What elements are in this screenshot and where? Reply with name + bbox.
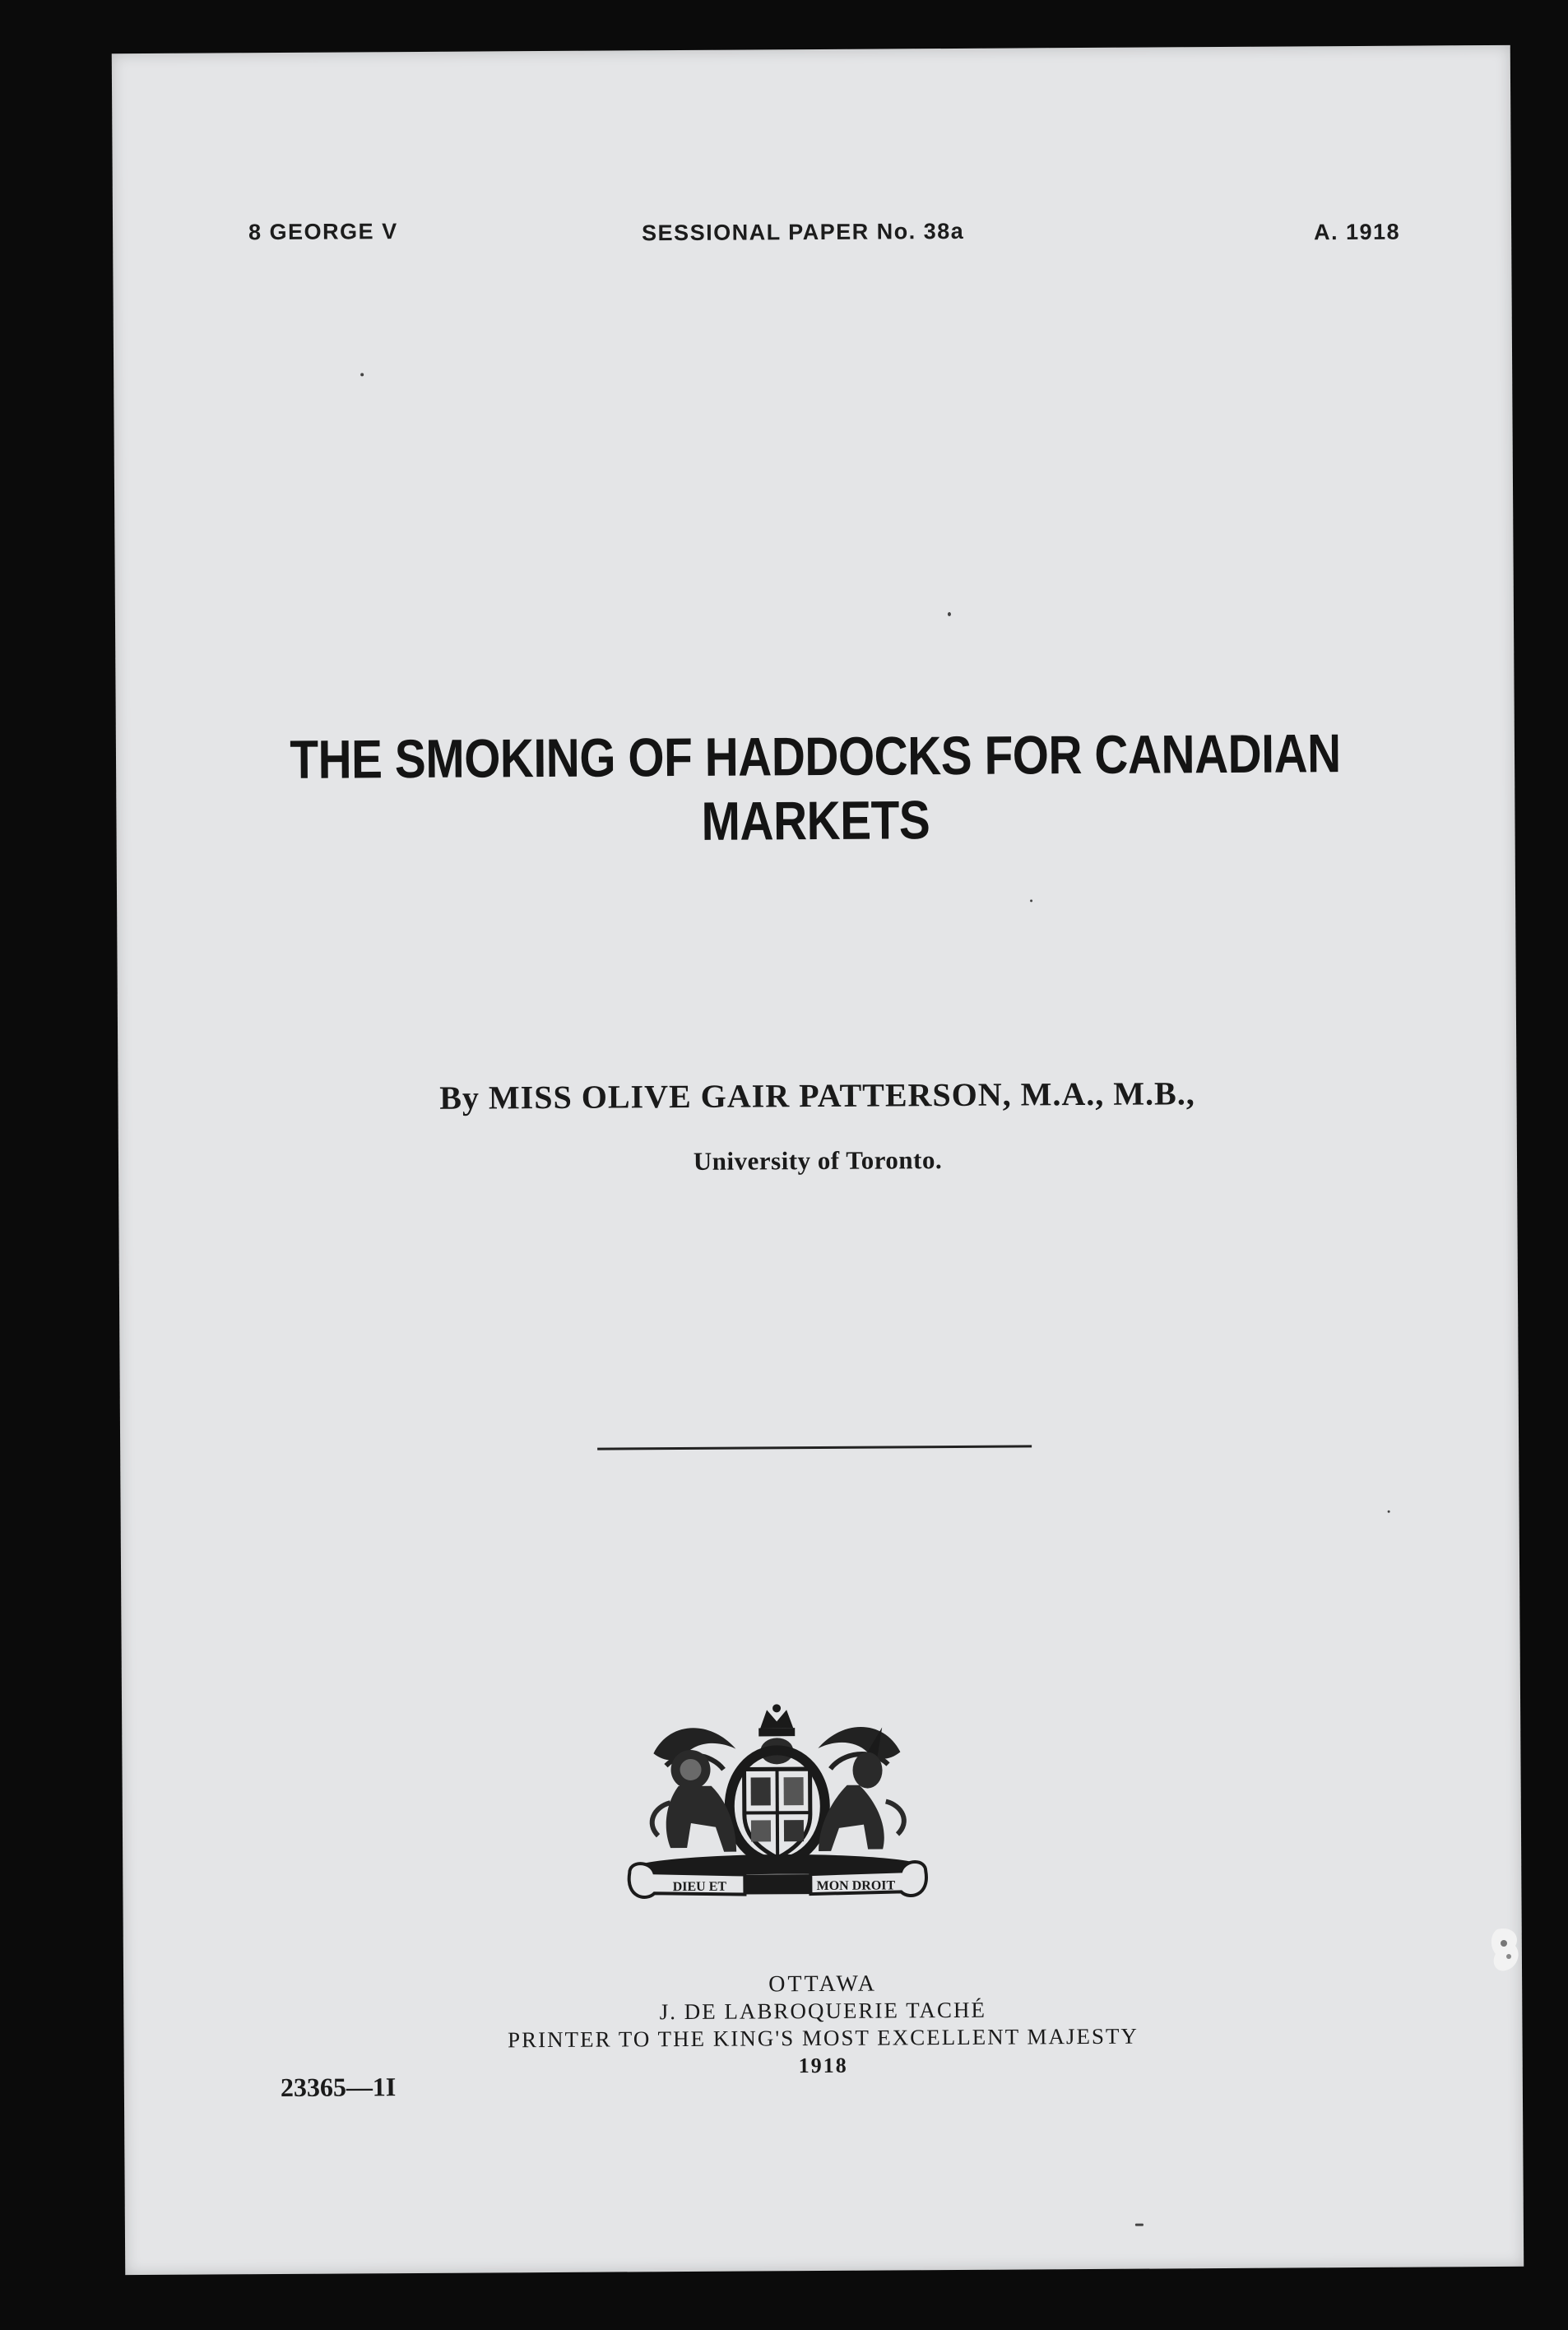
header-regnal-year: 8 GEORGE V	[248, 219, 398, 245]
horizontal-rule	[597, 1445, 1032, 1450]
paper-speck	[360, 373, 364, 376]
edge-blot	[1489, 1925, 1522, 1975]
motto-left: DIEU ET	[672, 1879, 727, 1895]
header-year: A. 1918	[1313, 219, 1401, 245]
document-title	[285, 721, 1347, 856]
page-header	[113, 212, 1511, 253]
imprint-printer-title: PRINTER TO THE KING'S MOST EXCELLENT MAJESTY	[507, 2023, 1139, 2053]
printer-imprint	[123, 1966, 1523, 2083]
title-line-1: THE SMOKING OF HADDOCKS FOR CANADIAN	[290, 722, 1341, 790]
document-page	[112, 45, 1524, 2275]
royal-coat-of-arms-icon	[620, 1702, 934, 1901]
imprint-city: OTTAWA	[768, 1970, 878, 1998]
imprint-printer: J. DE LABROQUERIE TACHÉ	[659, 1997, 987, 2025]
author-byline: By MISS OLIVE GAIR PATTERSON, M.A., M.B.,	[439, 1074, 1195, 1116]
header-sessional-paper: SESSIONAL PAPER No. 38a	[642, 218, 965, 246]
document-number: 23365—1I	[280, 2072, 397, 2103]
author-affiliation: University of Toronto.	[693, 1145, 943, 1176]
title-line-2: MARKETS	[701, 789, 930, 852]
paper-speck	[948, 612, 951, 616]
paper-speck	[1030, 899, 1032, 902]
imprint-year: 1918	[798, 2053, 848, 2078]
paper-speck	[1135, 2224, 1144, 2226]
motto-right: MON DROIT	[816, 1878, 896, 1894]
paper-speck	[1388, 1511, 1390, 1513]
